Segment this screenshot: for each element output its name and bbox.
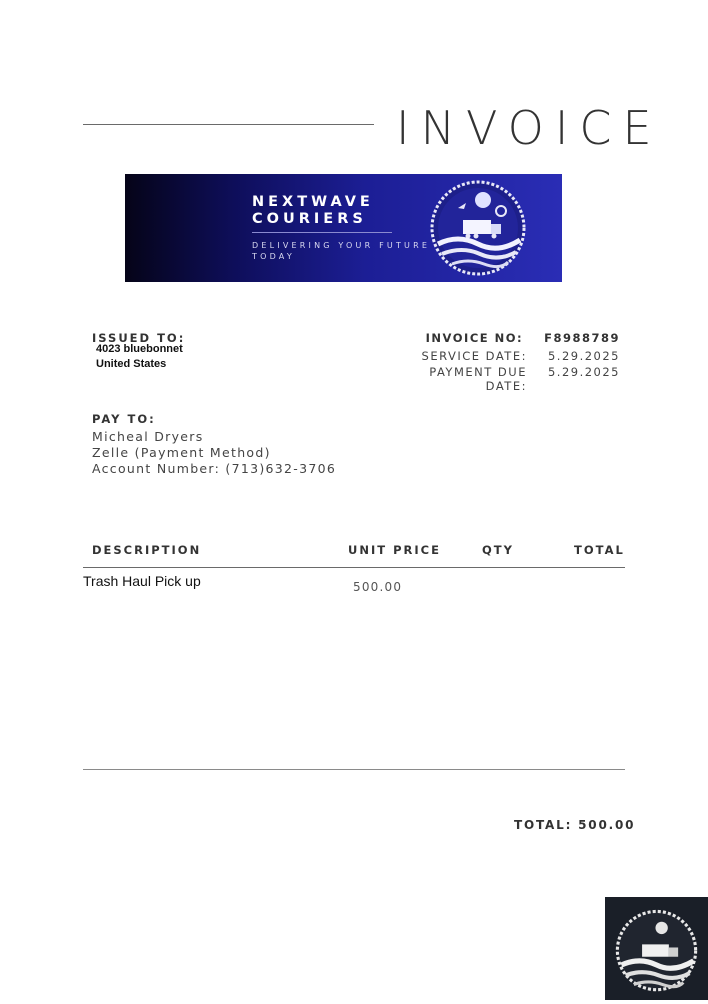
footer-logo bbox=[605, 897, 708, 1000]
invoice-number-label: INVOICE NO: bbox=[425, 331, 524, 345]
brand-name-line2: COURIERS bbox=[252, 211, 367, 227]
line-item-description: Trash Haul Pick up bbox=[83, 573, 201, 589]
pay-to-details bbox=[92, 429, 336, 477]
invoice-number-row bbox=[420, 331, 620, 345]
issued-to-label: ISSUED TO: bbox=[92, 331, 186, 345]
table-bottom-divider bbox=[83, 769, 625, 770]
pay-to-label: PAY TO: bbox=[92, 412, 156, 426]
issued-to-line: 4023 bluebonnet bbox=[96, 343, 183, 355]
grand-total: TOTAL: 500.00 bbox=[514, 818, 636, 832]
title-divider bbox=[83, 124, 374, 125]
column-header-unit-price: UNIT PRICE bbox=[348, 543, 441, 557]
payment-method: Zelle (Payment Method) bbox=[92, 445, 271, 460]
issued-to-address bbox=[96, 342, 183, 372]
account-number: Account Number: (713)632-3706 bbox=[92, 461, 337, 476]
brand-name-line1: NEXTWAVE bbox=[252, 194, 374, 210]
page-title: INVOICE bbox=[396, 101, 663, 155]
courier-emblem-icon bbox=[428, 178, 528, 278]
payment-due-value: 5.29.2025 bbox=[547, 365, 620, 379]
tagline-line2: TODAY bbox=[252, 252, 295, 261]
column-header-qty: QTY bbox=[482, 543, 514, 557]
invoice-meta bbox=[420, 331, 620, 393]
payment-due-label: PAYMENT DUE DATE: bbox=[429, 365, 527, 393]
service-date-row bbox=[420, 349, 620, 363]
column-header-total: TOTAL bbox=[574, 543, 625, 557]
payee-name: Micheal Dryers bbox=[92, 429, 204, 444]
payment-due-row bbox=[420, 365, 620, 393]
tagline-line1: DELIVERING YOUR FUTURE bbox=[252, 241, 431, 250]
line-item-unit-price: 500.00 bbox=[353, 580, 403, 594]
brand-tagline bbox=[252, 240, 430, 262]
service-date-value: 5.29.2025 bbox=[547, 349, 620, 363]
table-header-divider bbox=[83, 567, 625, 568]
company-banner bbox=[125, 174, 562, 282]
brand-name bbox=[252, 194, 374, 228]
invoice-number-value: F8988789 bbox=[544, 331, 620, 345]
courier-emblem-icon bbox=[605, 897, 708, 1000]
service-date-label: SERVICE DATE: bbox=[421, 349, 527, 363]
brand-divider bbox=[252, 232, 392, 233]
issued-to-line: United States bbox=[96, 358, 167, 370]
column-header-description: DESCRIPTION bbox=[92, 543, 202, 557]
